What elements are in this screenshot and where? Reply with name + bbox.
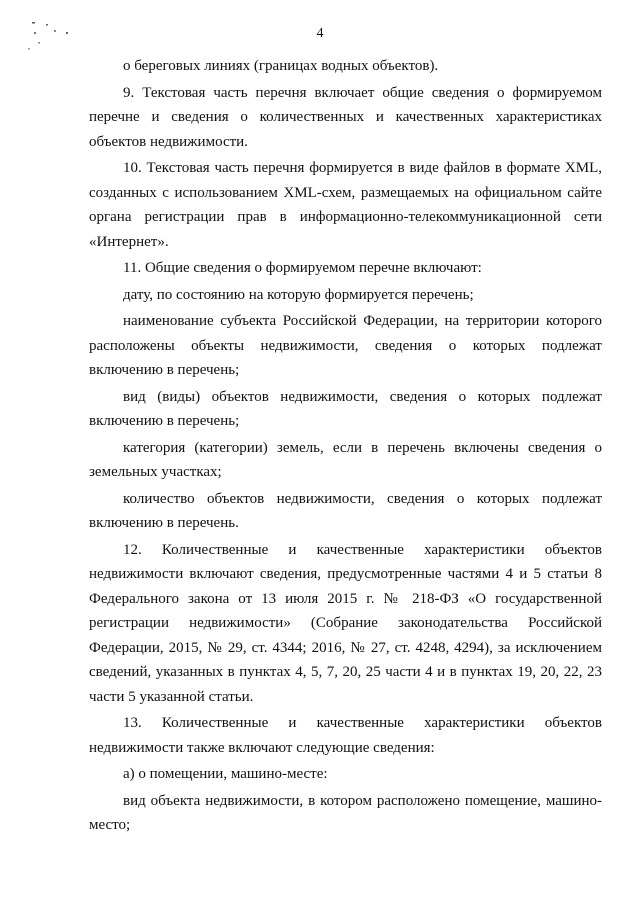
paragraph: а) о помещении, машино-месте:	[123, 766, 328, 782]
paragraph: вид объекта недвижимости, в котором расположено помещение, машино-место;	[89, 792, 602, 833]
paragraph: 12. Количественные и качественные характеристики объектов недвижимости включают сведения, предусмотренные частями 4 и 5 статьи 8 Федерального закона от 13 июля 2015 г. № 218-ФЗ «О государственной регистрации недвижимости» (Собрание законодательства Российской Федерации, 2015, № 29, ст. 4344; 2016, № 27, ст. 4248, 4294), за исключением сведений, указанных в пунктах 4, 5, 7, 20, 25 части 4 и в пунктах 19, 20, 22, 23 части 5 указанной статьи.	[89, 541, 602, 705]
document-body	[89, 54, 602, 840]
paragraph: категория (категории) земель, если в перечень включены сведения о земельных участках;	[89, 439, 602, 480]
paragraph: 10. Текстовая часть перечня формируется в виде файлов в формате XML, созданных с использованием XML-схем, размещаемых на официальном сайте органа регистрации прав в информационно-телекоммуникационной сети «Интернет».	[89, 160, 602, 250]
paragraph: 11. Общие сведения о формируемом перечне включают:	[123, 260, 482, 276]
paragraph: дату, по состоянию на которую формируется перечень;	[123, 286, 474, 303]
paragraph: наименование субъекта Российской Федерации, на территории которого расположены объекты недвижимости, сведения о которых подлежат включению в перечень;	[89, 313, 602, 378]
paragraph: 13. Количественные и качественные характеристики объектов недвижимости также включают следующие сведения:	[89, 715, 602, 756]
paragraph: количество объектов недвижимости, сведения о которых подлежат включению в перечень.	[89, 490, 602, 531]
paragraph: о береговых линиях (границах водных объектов).	[123, 58, 439, 74]
page-number: 4	[316, 26, 324, 41]
paragraph: вид (виды) объектов недвижимости, сведения о которых подлежат включению в перечень;	[89, 388, 602, 429]
paragraph: 9. Текстовая часть перечня включает общие сведения о формируемом перечне и сведения о количественных и качественных характеристиках объектов недвижимости.	[89, 84, 602, 150]
